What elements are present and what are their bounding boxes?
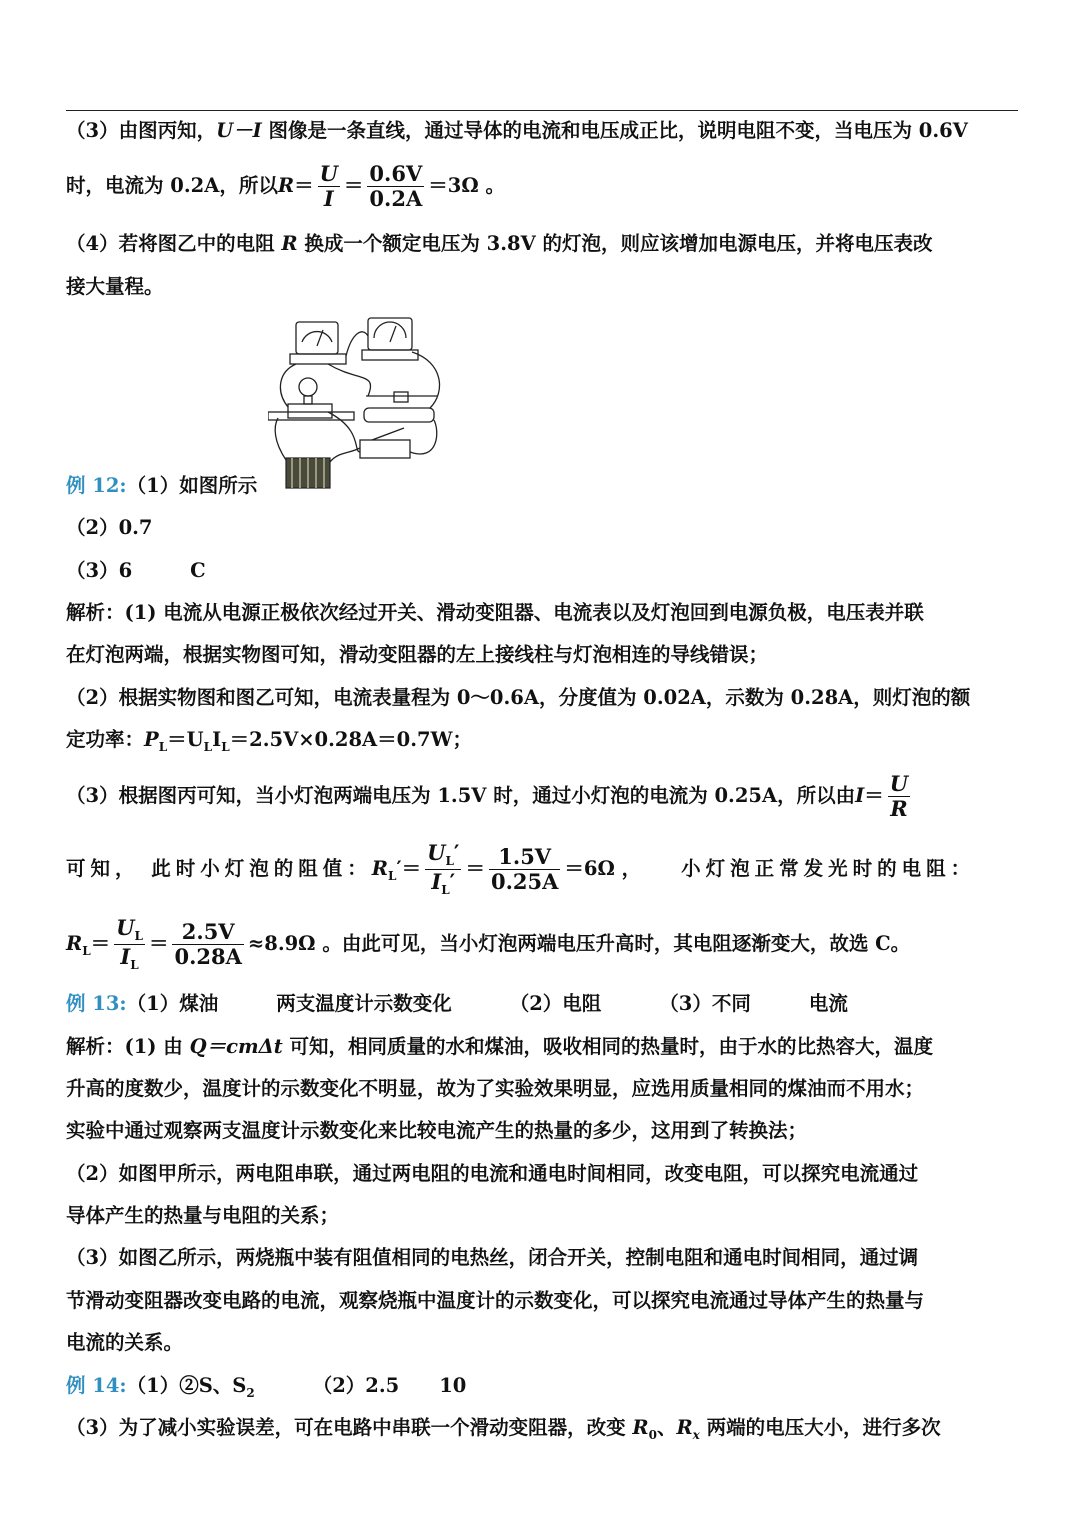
- analysis-13-line3: 实验中通过观察两支温度计示数变化来比较电流产生的热量的多少，这用到了转换法；: [66, 1119, 808, 1142]
- analysis-13-line7: 节滑动变阻器改变电路的电流，观察烧瓶中温度计的示数变化，可以探究电流通过导体产生的热量与: [66, 1289, 925, 1312]
- rheostat-icon: [364, 408, 434, 422]
- battery-icon: [286, 458, 330, 488]
- example-12-answer-3: （3）6 C: [66, 559, 206, 582]
- para-4-line2: 接大量程。: [66, 275, 164, 298]
- example-13-line: 例 13:（1）煤油 两支温度计示数变化 （2）电阻 （3）不同 电流: [66, 992, 848, 1015]
- para-3-line1: （3）由图丙知，U－I 图像是一条直线，通过导体的电流和电压成正比，说明电阻不变，当电压为 0.6V: [66, 119, 968, 142]
- analysis-13-line1: 解析：(1) 由 Q＝cmΔt 可知，相同质量的水和煤油，吸收相同的热量时，由于水的比热容大，温度: [66, 1035, 934, 1058]
- top-rule: [66, 110, 1018, 111]
- switch-icon: [360, 440, 410, 458]
- para-3-line2: 时，电流为 0.2A，所以R＝ $\frac{U}{I}$ ＝ $\frac{0.6V}{0.2A}$ ＝3Ω 。: [66, 160, 505, 211]
- bulb-icon: [299, 378, 317, 396]
- example-12-answer-2: （2）0.7: [66, 516, 153, 539]
- analysis-13-line2: 升高的度数少，温度计的示数变化不明显，故为了实验效果明显，应选用质量相同的煤油而不用水；: [66, 1077, 925, 1100]
- circuit-figure: [268, 312, 454, 496]
- analysis-13-line4: （2）如图甲所示，两电阻串联，通过两电阻的电流和通电时间相同，改变电阻，可以探究电流通过: [66, 1162, 919, 1185]
- fraction-ul-over-il-normal: $\frac{U_L}{I_L}$: [116, 915, 143, 973]
- analysis-13-line8: 电流的关系。: [66, 1331, 184, 1354]
- analysis-12-line4: 定功率：$P_L=U_LI_L=2.5V\times 0.28A=0.7W$；: [66, 728, 472, 754]
- analysis-12-line6: 可知， 此时小灯泡的阻值：$R_L'=$ $\frac{U_L'}{I_L'}$ ＝ $\frac{1.5V}{0.25A}$ ＝6Ω ， 小灯泡正常发光时的电阻：: [66, 840, 976, 898]
- para-4-line1: （4）若将图乙中的电阻 R 换成一个额定电压为 3.8V 的灯泡，则应该增加电源电压，并将电压表改: [66, 232, 933, 255]
- analysis-12-line5: （3）根据图丙可知，当小灯泡两端电压为 1.5V 时，通过小灯泡的电流为 0.25A，所以由I＝ $\frac{U}{R}$: [66, 770, 909, 821]
- ammeter-icon: [296, 322, 338, 354]
- fraction-u-over-i: $\frac{U}{I}$: [319, 160, 338, 211]
- analysis-13-line6: （3）如图乙所示，两烧瓶中装有阻值相同的电热丝，闭合开关，控制电阻和通电时间相同，通过调: [66, 1246, 919, 1269]
- example-14-line: 例 14:（1）②S、$S_2$ （2）2.5 10: [66, 1374, 467, 1400]
- fraction-25v-over-028a: $\frac{2.5V}{0.28A}$: [174, 918, 242, 969]
- analysis-13-line5: 导体产生的热量与电阻的关系；: [66, 1204, 340, 1227]
- analysis-12-line2: 在灯泡两端，根据实物图可知，滑动变阻器的左上接线柱与灯泡相连的导线错误；: [66, 643, 769, 666]
- analysis-14-line1: （3）为了减小实验误差，可在电路中串联一个滑动变阻器，改变 $R_0$、$R_x$ 两端的电压大小，进行多次: [66, 1416, 941, 1442]
- fraction-ul-over-il: $\frac{U_L'}{I_L'}$: [427, 840, 460, 898]
- analysis-12-line1: 解析：(1) 电流从电源正极依次经过开关、滑动变阻器、电流表以及灯泡回到电源负极，电压表并联: [66, 601, 924, 624]
- analysis-12-line3: （2）根据实物图和图乙可知，电流表量程为 0～0.6A，分度值为 0.02A，示数为 0.28A，则灯泡的额: [66, 686, 971, 709]
- fraction-u-over-r: $\frac{U}{R}$: [889, 770, 909, 821]
- analysis-12-line7: $R_L=$ $\frac{U_L}{I_L}$ ＝ $\frac{2.5V}{0.28A}$ ≈8.9Ω 。由此可见，当小灯泡两端电压升高时，其电阻逐渐变大，故选 C。: [66, 915, 911, 973]
- fraction-15v-over-025a: $\frac{1.5V}{0.25A}$: [490, 843, 559, 894]
- example-12-line: 例 12:（1）如图所示: [66, 474, 258, 497]
- fraction-06v-over-02a: $\frac{0.6V}{0.2A}$: [369, 160, 423, 211]
